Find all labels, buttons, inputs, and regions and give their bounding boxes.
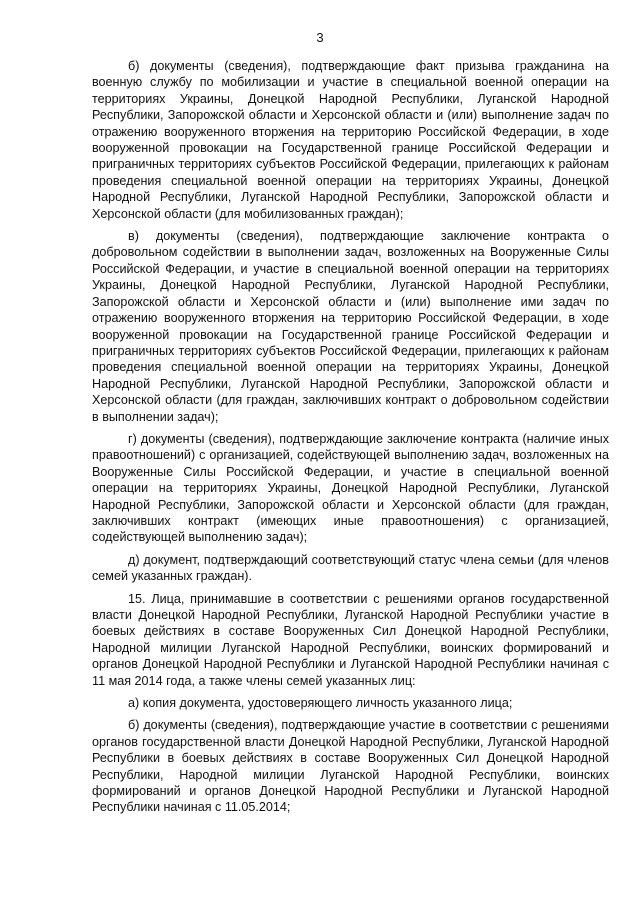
document-body: [92, 58, 609, 822]
paragraph-15-persons: 15. Лица, принимавшие в соответствии с решениями органов государственной власти Донецкой Народной Республики, Луганской Народной Республики участие в боевых действиях в составе Вооруженных Сил Донецкой Народной Республики, Народной милиции Луганской Народной Республики, воинских формирований и органов Донецкой Народной Республики и Луганской Народной Республики начиная с 11 мая 2014 года, а также члены семей указанных лиц:: [92, 591, 609, 688]
paragraph-b-combat-participation: б) документы (сведения), подтверждающие участие в соответствии с решениями органов государственной власти Донецкой Народной Республики, Луганской Народной Республики в боевых действиях в составе Вооруженных Сил Донецкой Народной Республики, Народной милиции Луганской Народной Республики, воинских формирований и органов Донецкой Народной Республики и Луганской Народной Республики начиная с 11.05.2014;: [92, 718, 609, 815]
page-number: 3: [316, 30, 324, 45]
paragraph-v-volunteer-contract: в) документы (сведения), подтверждающие заключение контракта о добровольном содействии в выполнении задач, возложенных на Вооруженные Силы Российской Федерации, и участие в специальной военной операции на территориях Украины, Донецкой Народной Республики, Луганской Народной Республики, Запорожской области и Херсонской области и (или) выполнение ими задач по отражению вооруженного вторжения на территорию Российской Федерации, в ходе вооруженной провокации на Государственной границе Российской Федерации и приграничных территориях субъектов Российской Федерации, прилегающих к районам проведения специальной военной операции на территориях Украины, Донецкой Народной Республики, Луганской Народной Республики, Запорожской области и Херсонской области (для граждан, заключивших контракт о добровольном содействии в выполнении задач);: [92, 229, 609, 424]
paragraph-b-mobilized: б) документы (сведения), подтверждающие факт призыва гражданина на военную службу по мобилизации и участие в специальной военной операции на территориях Украины, Донецкой Народной Республики, Луганской Народной Республики, Запорожской области и Херсонской области и (или) выполнение задач по отражению вооруженного вторжения на территорию Российской Федерации, в ходе вооруженной провокации на Государственной границе Российской Федерации и приграничных территориях субъектов Российской Федерации, прилегающих к районам проведения специальной военной операции на территориях Украины, Донецкой Народной Республики, Луганской Народной Республики, Запорожской области и Херсонской области (для мобилизованных граждан);: [92, 59, 609, 221]
paragraph-d-family-status: д) документ, подтверждающий соответствующий статус члена семьи (для членов семей указанных граждан).: [92, 552, 609, 584]
paragraph-a-identity-copy: а) копия документа, удостоверяющего личность указанного лица;: [128, 696, 513, 711]
paragraph-g-organization-contract: г) документы (сведения), подтверждающие заключение контракта (наличие иных правоотношений) с организацией, содействующей выполнению задач, возложенных на Вооруженные Силы Российской Федерации, и участие в специальной военной операции на территориях Украины, Донецкой Народной Республики, Луганской Народной Республики, Запорожской области и Херсонской области (для граждан, заключивших контракт (имеющих иные правоотношения) с организацией, содействующей выполнению задач);: [92, 431, 609, 545]
